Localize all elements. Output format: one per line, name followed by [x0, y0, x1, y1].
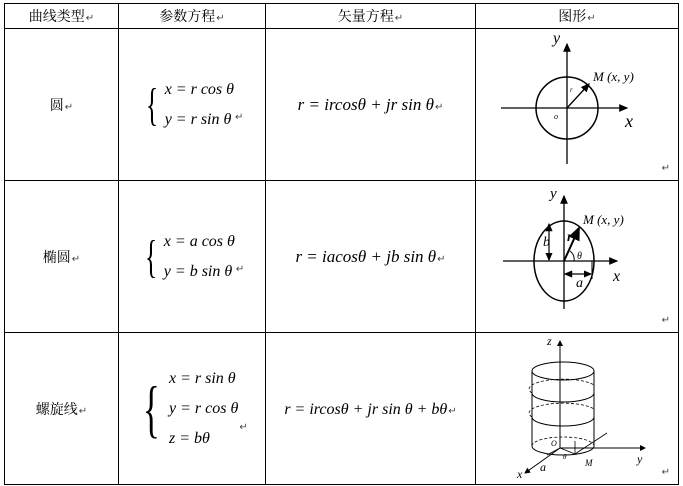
- cell-param-ellipse: { x = a cos θ y = b sin θ ↵: [119, 181, 266, 333]
- cell-vector-circle: r = ircosθ + jr sin θ↵: [266, 29, 476, 181]
- helix-figure: [477, 333, 677, 480]
- vector-eq: r = iacosθ + jb sin θ: [295, 246, 437, 266]
- cell-vector-ellipse: r = iacosθ + jb sin θ↵: [266, 181, 476, 333]
- cell-vector-helix: r = ircosθ + jr sin θ + bθ↵: [266, 333, 476, 485]
- header-curve-type: 曲线类型↵: [5, 4, 119, 29]
- cell-figure-helix: z y x O M a θ ↵: [476, 333, 679, 485]
- radius-label: r: [570, 86, 573, 94]
- vector-eq: r = ircosθ + jr sin θ + bθ: [284, 400, 448, 418]
- radius-label: r: [567, 230, 573, 245]
- header-figure: 图形↵: [476, 4, 679, 29]
- table-row-circle: [5, 29, 679, 181]
- table-row-helix: [5, 333, 679, 485]
- theta-label: θ: [563, 453, 567, 461]
- cell-type-ellipse: 椭圆↵: [5, 181, 119, 333]
- a-label: a: [576, 276, 583, 291]
- vector-eq: r = ircosθ + jr sin θ: [297, 94, 434, 114]
- x-axis-label: x: [613, 268, 621, 285]
- circle-figure: [477, 29, 677, 176]
- x-axis-label: x: [517, 467, 523, 480]
- cell-param-circle: { x = r cos θ y = r sin θ ↵: [119, 29, 266, 181]
- point-label: M (x, y): [593, 69, 634, 84]
- param-eq-line: x = r cos θ: [164, 80, 234, 98]
- cell-param-helix: { x = r sin θ y = r cos θ z = bθ ↵: [119, 333, 266, 485]
- ellipse-figure: [477, 181, 677, 328]
- b-label: b: [543, 235, 550, 250]
- z-axis-label: z: [547, 334, 552, 348]
- a-label: a: [540, 460, 546, 474]
- x-axis-label: x: [625, 111, 633, 131]
- header-vector-eq: 矢量方程↵: [266, 4, 476, 29]
- table-row-ellipse: [5, 181, 679, 333]
- param-eq-line: x = a cos θ: [163, 232, 235, 250]
- y-axis-label: y: [637, 452, 643, 466]
- cell-figure-circle: y x M (x, y) r o ↵: [476, 29, 679, 181]
- y-axis-label: y: [550, 186, 557, 202]
- y-axis-label: y: [553, 30, 561, 47]
- param-eq-line: y = b sin θ: [163, 262, 233, 280]
- cell-figure-ellipse: y x M (x, y) r θ a b ↵: [476, 181, 679, 333]
- param-eq-line: y = r sin θ: [164, 110, 232, 128]
- curve-table: [4, 3, 679, 485]
- param-eq-line: z = bθ: [169, 429, 210, 447]
- point-label: M: [585, 458, 593, 468]
- param-eq-line: x = r sin θ: [169, 369, 236, 387]
- origin-label: o: [554, 112, 558, 121]
- header-row: [5, 4, 679, 29]
- header-param-eq: 参数方程↵: [119, 4, 266, 29]
- cell-type-circle: 圆↵: [5, 29, 119, 181]
- point-label: M (x, y): [583, 212, 624, 227]
- origin-label: O: [551, 439, 557, 448]
- cell-type-helix: 螺旋线↵: [5, 333, 119, 485]
- param-eq-line: y = r cos θ: [169, 399, 239, 417]
- theta-label: θ: [577, 251, 582, 262]
